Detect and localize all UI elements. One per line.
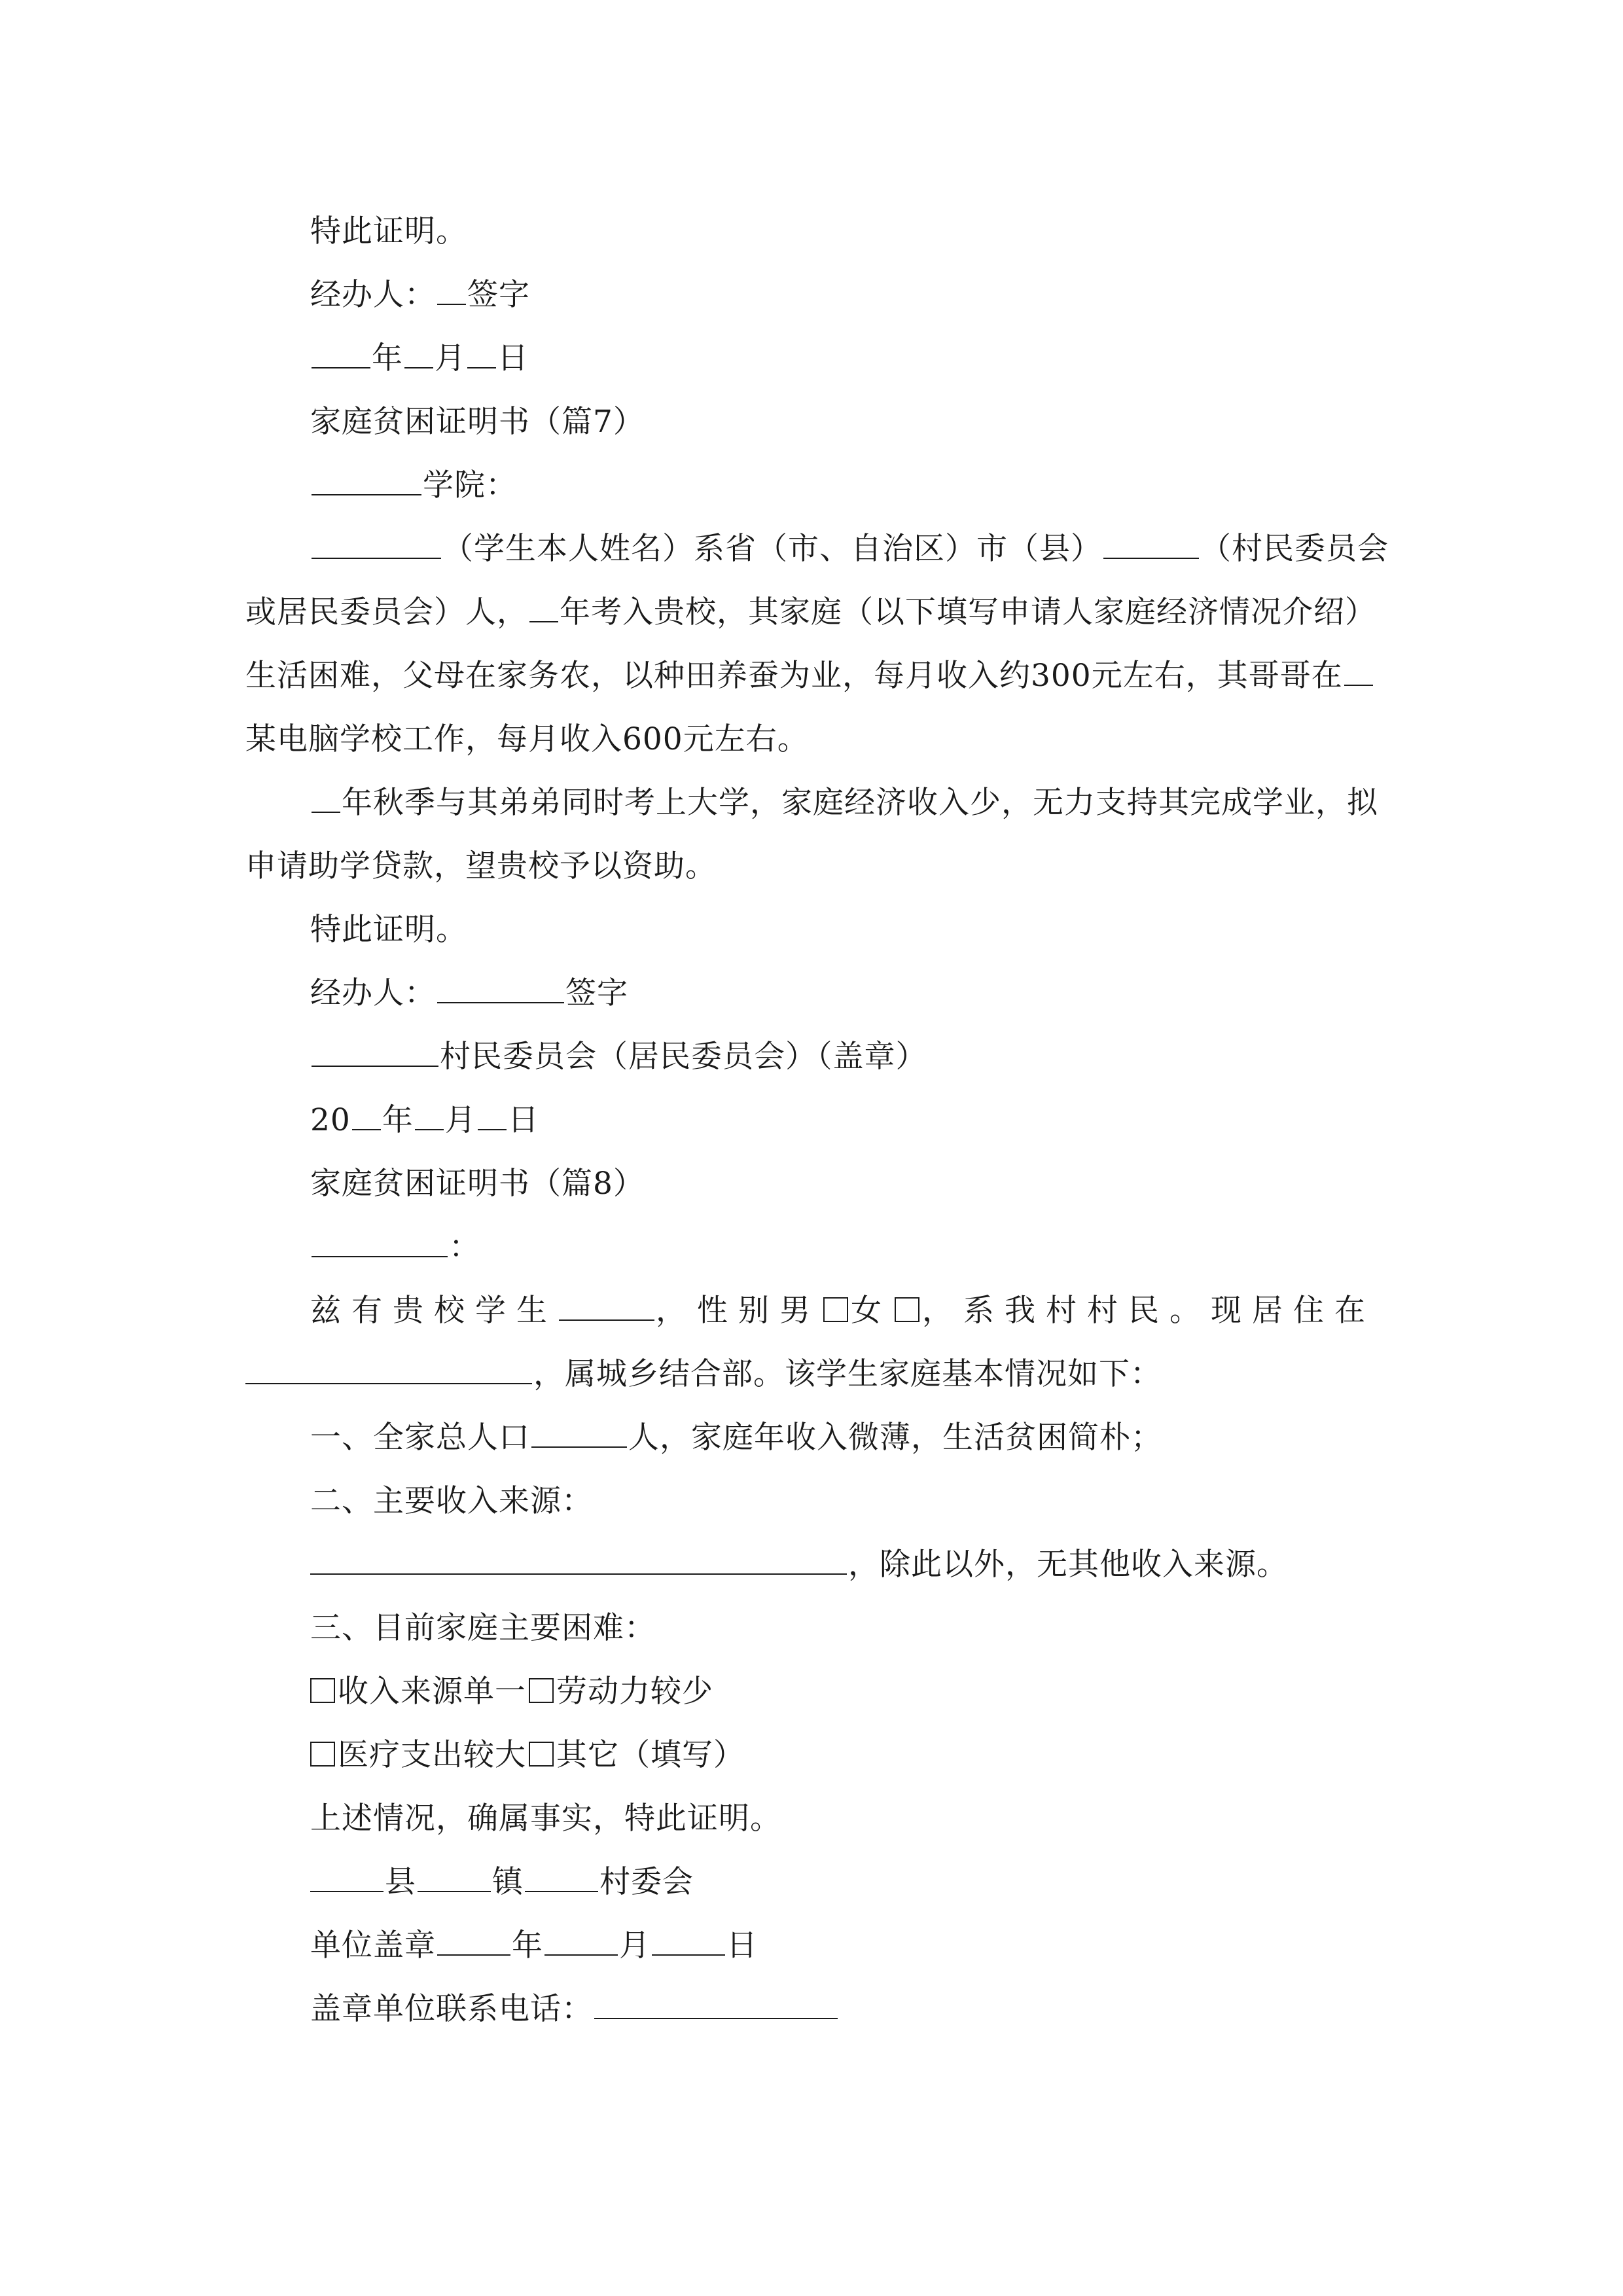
blank-line [312,531,441,559]
text: 镇 [492,1864,524,1900]
blank-line [525,1865,598,1892]
text: 年考入贵校，其家庭（以下填写申请人家庭经济情况介绍）生活困难，父母在家务农，以种田养蚕为业，每月收入约300元左右，其哥哥在 [245,594,1376,694]
list-item [245,1469,1397,1533]
text: 兹有贵校学生 [310,1293,558,1329]
blank-line [418,1865,491,1892]
blank-line [1344,658,1373,686]
blank-line [312,1039,438,1067]
checkbox-row [245,1660,1397,1723]
date-line [245,327,1397,390]
text: ： [449,1229,480,1265]
blank-line [531,1420,627,1448]
text: 二、主要收入来源： [310,1483,593,1519]
text: 盖章单位联系电话： [310,1991,593,2027]
text: 家庭贫困证明书（篇7） [310,404,645,440]
committee-line [245,1025,1397,1088]
text: 特此证明。 [310,912,467,948]
blank-line [310,1865,383,1892]
text: 收入来源单一 [338,1674,526,1710]
closing-statement [245,200,1397,263]
document-body [245,200,1397,2041]
text: 家庭贫困证明书（篇8） [310,1166,645,1202]
text: 签字 [467,277,530,313]
text: 日 [507,1102,539,1138]
text: ，系我村村民。现居住在 [922,1293,1376,1329]
text: 月 [435,340,466,376]
text: ，除此以外，无其他收入来源。 [848,1547,1288,1583]
text: 签字 [565,975,628,1011]
text: ，属城乡结合部。该学生家庭基本情况如下： [533,1356,1162,1392]
blank-line [312,341,370,368]
blank-line [312,1230,448,1257]
text: 经办人： [310,975,436,1011]
signature-org-line [245,1850,1397,1914]
blank-line [467,341,496,368]
text: 某电脑学校工作，每月收入600元左右。 [245,721,809,757]
checkbox-icon [529,1742,554,1767]
blank-line [1103,531,1199,559]
text: 上述情况，确属事实，特此证明。 [310,1801,781,1837]
text: 年 [382,1102,414,1138]
text: 年 [372,340,403,376]
date-line [245,1088,1397,1152]
list-item [245,1406,1397,1469]
text: 一、全家总人口 [310,1420,530,1456]
text: 学院： [423,467,517,503]
text: 村委会 [599,1864,694,1900]
blank-line [352,1103,381,1130]
text: ，性别男 [656,1293,821,1329]
text: 县 [385,1864,416,1900]
checkbox-icon [895,1297,919,1322]
checkbox-icon [310,1742,335,1767]
blank-line [559,1293,654,1321]
blank-line [245,1357,532,1384]
text: 月 [444,1102,476,1138]
blank-line [652,1928,725,1956]
checkbox-row [245,1723,1397,1787]
checkbox-icon [529,1678,554,1703]
blank-line [478,1103,507,1130]
text: （村民委员会或居民委员会）人， [245,531,1389,630]
text: 特此证明。 [310,213,467,249]
text: 年 [512,1928,543,1964]
blank-line [437,278,466,305]
blank-line [312,785,340,813]
text: 月 [619,1928,651,1964]
handler-line [245,961,1397,1025]
checkbox-icon [310,1678,335,1703]
closing-statement [245,898,1397,961]
text: 单位盖章 [310,1928,436,1964]
stamp-date-line [245,1914,1397,1977]
section-title [245,1152,1397,1215]
text: 女 [851,1293,892,1329]
section-title [245,390,1397,454]
text: 年秋季与其弟弟同时考上大学，家庭经济收入少，无力支持其完成学业，拟申请助学贷款，望贵校予以资助。 [245,785,1378,884]
text: （学生本人姓名）系省（市、自治区）市（县） [442,531,1102,567]
blank-line [437,976,564,1003]
blank-line [415,1103,444,1130]
addressee-line [245,454,1397,517]
addressee-line [245,1215,1397,1279]
text: 日 [497,340,529,376]
text: 村民委员会（居民委员会）（盖章） [440,1039,927,1075]
blank-line [594,1992,838,2019]
text: 人，家庭年收入微薄，生活贫困简朴； [628,1420,1162,1456]
text: 其它（填写） [556,1737,745,1773]
text: 日 [726,1928,758,1964]
blank-line [437,1928,510,1956]
text: 医疗支出较大 [338,1737,526,1773]
closing-statement [245,1787,1397,1850]
contact-line [245,1977,1397,2041]
body-paragraph [245,1279,1397,1406]
text: 三、目前家庭主要困难： [310,1610,656,1646]
list-item [245,1533,1397,1596]
body-paragraph [245,771,1397,898]
text: 经办人： [310,277,436,313]
body-paragraph [245,517,1397,771]
checkbox-icon [823,1297,848,1322]
blank-line [529,595,558,622]
blank-line [310,1547,847,1575]
blank-line [404,341,433,368]
blank-line [312,468,421,495]
text: 20 [310,1102,351,1138]
handler-line [245,263,1397,327]
text: 劳动力较少 [556,1674,713,1710]
blank-line [544,1928,618,1956]
list-item [245,1596,1397,1660]
